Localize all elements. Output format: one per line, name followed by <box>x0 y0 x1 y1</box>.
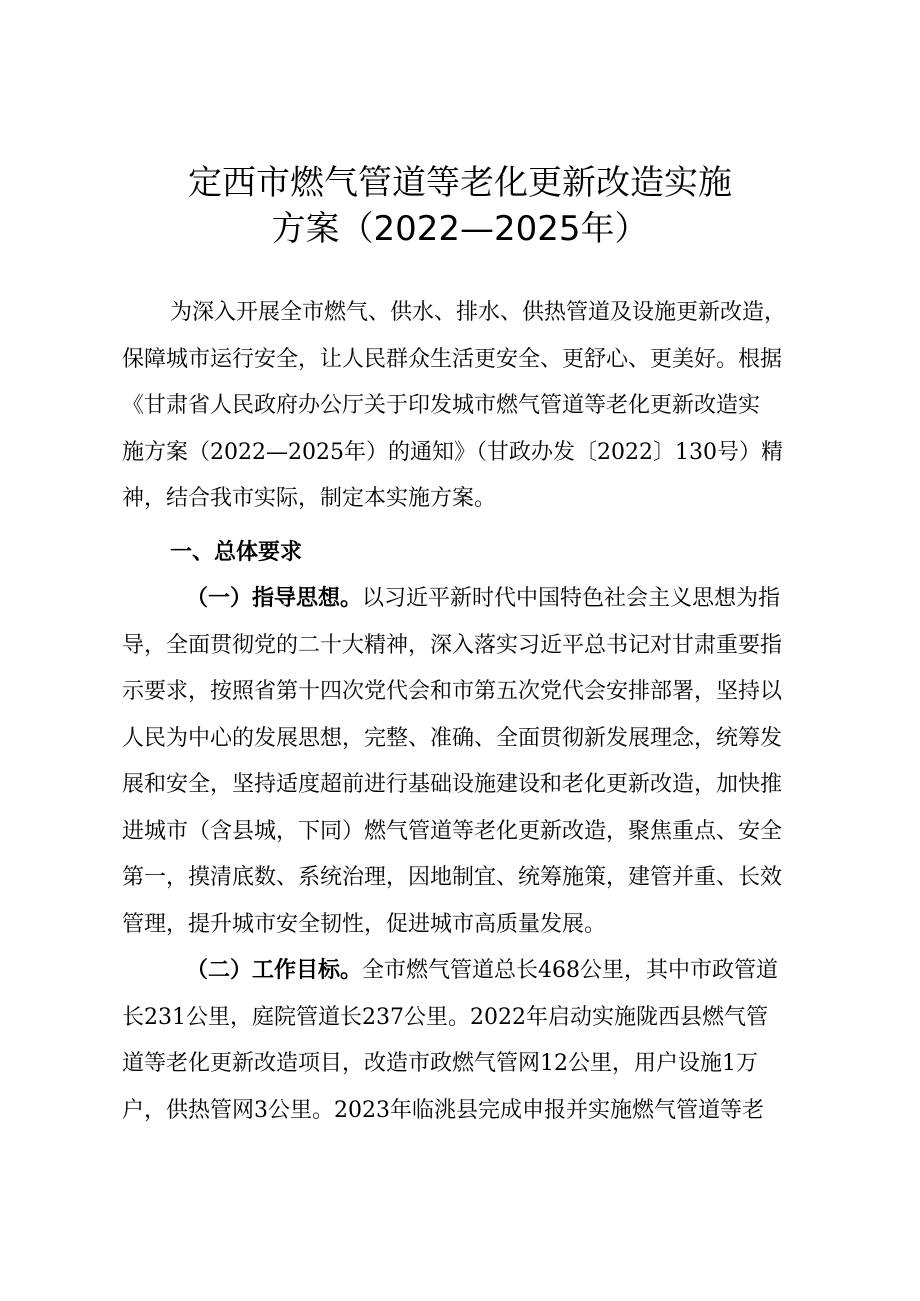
paragraph-line: 道等老化更新改造项目，改造市政燃气管网12公里，用户设施1万 <box>122 1051 758 1076</box>
paragraph-line: 展和安全，坚持适度超前进行基础设施建设和老化更新改造，加快推 <box>122 772 783 797</box>
paragraph-text: 全市燃气管道总长468公里，其中市政管道 <box>362 958 779 983</box>
intro-line: 保障城市运行安全，让人民群众生活更安全、更舒心、更美好。根据 <box>122 346 783 372</box>
paragraph-line: 户，供热管网3公里。2023年临洮县完成申报并实施燃气管道等老 <box>122 1097 764 1123</box>
intro-line: 施方案（2022—2025年）的通知》（甘政办发〔2022〕130号）精 <box>122 439 783 465</box>
paragraph-line: 管理，提升城市安全韧性，促进城市高质量发展。 <box>122 911 607 937</box>
intro-line: 为深入开展全市燃气、供水、排水、供热管道及设施更新改造， <box>170 300 787 325</box>
document-body <box>122 290 802 1134</box>
paragraph-first-line <box>122 948 802 995</box>
paragraph-text: 以习近平新时代中国特色社会主义思想为指 <box>362 586 781 611</box>
paragraph-line: 进城市（含县城，下同）燃气管道等老化更新改造，聚焦重点、安全 <box>122 818 783 844</box>
intro-line: 《甘肃省人民政府办公厅关于印发城市燃气管道等老化更新改造实 <box>122 393 761 418</box>
paragraph-line: 长231公里，庭院管道长237公里。2022年启动实施陇西县燃气管 <box>122 1004 768 1030</box>
subsection-label: （一）指导思想。 <box>186 586 363 611</box>
paragraph-first-line <box>122 576 802 623</box>
intro-line: 神，结合我市实际，制定本实施方案。 <box>122 486 497 511</box>
paragraph-line: 人民为中心的发展思想，完整、准确、全面贯彻新发展理念，统筹发 <box>122 725 783 751</box>
section-heading: 一、总体要求 <box>170 539 303 565</box>
subsection-label: （二）工作目标。 <box>186 958 363 983</box>
document-title-line-2: 方案（2022—2025年） <box>271 209 649 249</box>
paragraph-line: 示要求，按照省第十四次党代会和市第五次党代会安排部署，坚持以 <box>122 679 783 704</box>
paragraph-line: 导，全面贯彻党的二十大精神，深入落实习近平总书记对甘肃重要指 <box>122 632 783 658</box>
document-title-line-1: 定西市燃气管道等老化更新改造实施 <box>188 163 732 203</box>
paragraph-line: 第一，摸清底数、系统治理，因地制宜、统筹施策，建管并重、长效 <box>122 865 783 890</box>
